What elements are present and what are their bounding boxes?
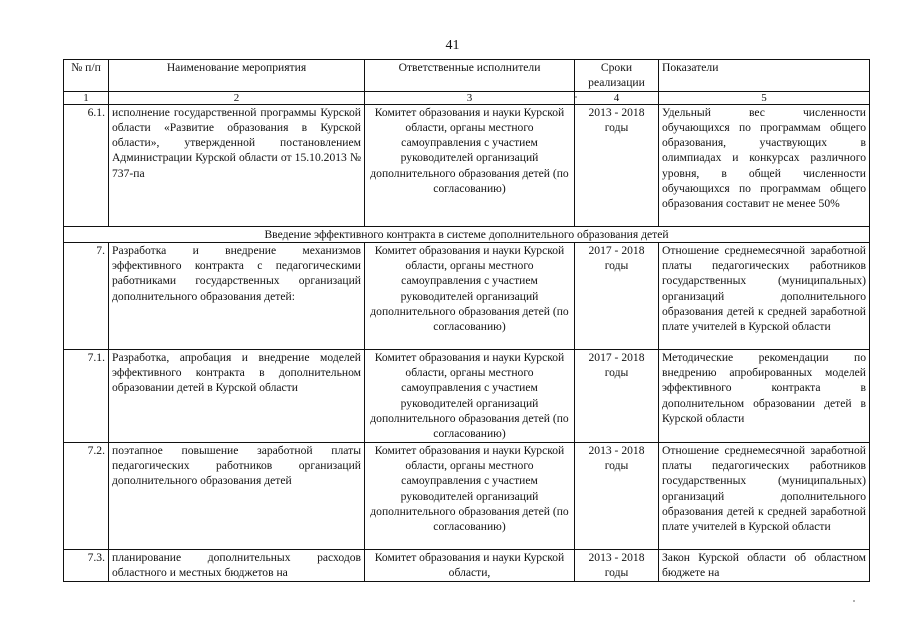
column-number: 1 <box>64 91 109 104</box>
measure-name: Разработка, апробация и внедрение моделей эффективного контракта в дополнительном образовании детей в Курской области <box>109 349 365 442</box>
section-title: Введение эффективного контракта в системе дополнительного образования детей <box>64 226 870 242</box>
indicators-cell: Методические рекомендации по внедрению апробированных моделей эффективного контракта в дополнительном образовании детей в Курской области <box>659 349 870 442</box>
term-cell: 2013 - 2018 годы <box>575 104 659 226</box>
table-row <box>64 242 870 349</box>
scan-speck <box>575 96 577 98</box>
page-number: 41 <box>445 38 460 53</box>
column-number: 5 <box>659 91 870 104</box>
header-responsible: Ответственные исполнители <box>365 60 575 92</box>
header-indicators: Показатели <box>659 60 870 92</box>
responsible-cell: Комитет образования и науки Курской области, органы местного самоуправления с участием руководителей организаций дополнительного образования детей (по согласованию) <box>365 349 575 442</box>
indicators-cell: Закон Курской области об областном бюджете на <box>659 549 870 581</box>
header-term: Сроки реализации <box>575 60 659 92</box>
scan-speck <box>853 600 855 602</box>
indicators-cell: Отношение среднемесячной заработной платы педагогических работников государственных (муниципальных) организаций дополнительного образования детей к средней заработной плате учителей в Курской области <box>659 242 870 349</box>
indicators-cell: Отношение среднемесячной заработной платы педагогических работников государственных (муниципальных) организаций дополнительного образования детей к средней заработной плате учителей в Курской области <box>659 442 870 549</box>
responsible-cell: Комитет образования и науки Курской области, органы местного самоуправления с участием руководителей организаций дополнительного образования детей (по согласованию) <box>365 442 575 549</box>
table-row <box>64 104 870 226</box>
term-cell: 2013 - 2018 годы <box>575 442 659 549</box>
row-number: 7.3. <box>64 549 109 581</box>
table-row <box>64 549 870 581</box>
measures-table <box>63 59 870 582</box>
measure-name: планирование дополнительных расходов областного и местных бюджетов на <box>109 549 365 581</box>
header-name: Наименование мероприятия <box>109 60 365 92</box>
responsible-cell: Комитет образования и науки Курской области, <box>365 549 575 581</box>
section-row <box>64 226 870 242</box>
term-cell: 2013 - 2018 годы <box>575 549 659 581</box>
responsible-cell: Комитет образования и науки Курской области, органы местного самоуправления с участием руководителей организаций дополнительного образования детей (по согласованию) <box>365 104 575 226</box>
measure-name: исполнение государственной программы Курской области «Развитие образования в Курской области», утвержденной постановлением Администрации Курской области от 15.10.2013 № 737-па <box>109 104 365 226</box>
measure-name: Разработка и внедрение механизмов эффективного контракта с педагогическими работниками государственных организаций дополнительного образования детей: <box>109 242 365 349</box>
row-number: 7. <box>64 242 109 349</box>
row-number: 7.1. <box>64 349 109 442</box>
column-number: 4 <box>575 91 659 104</box>
column-number: 3 <box>365 91 575 104</box>
table-row <box>64 349 870 442</box>
measure-name: поэтапное повышение заработной платы педагогических работников организаций дополнительного образования детей <box>109 442 365 549</box>
term-cell: 2017 - 2018 годы <box>575 349 659 442</box>
term-cell: 2017 - 2018 годы <box>575 242 659 349</box>
column-numbers-row <box>64 91 870 104</box>
table-row <box>64 442 870 549</box>
responsible-cell: Комитет образования и науки Курской области, органы местного самоуправления с участием руководителей организаций дополнительного образования детей (по согласованию) <box>365 242 575 349</box>
row-number: 7.2. <box>64 442 109 549</box>
row-number: 6.1. <box>64 104 109 226</box>
table-header-row <box>64 60 870 92</box>
header-num: № п/п <box>64 60 109 92</box>
indicators-cell: Удельный вес численности обучающихся по программам общего образования, участвующих в олимпиадах и конкурсах различного уровня, в общей численности обучающихся по программам общего образования составит не менее 50% <box>659 104 870 226</box>
column-number: 2 <box>109 91 365 104</box>
